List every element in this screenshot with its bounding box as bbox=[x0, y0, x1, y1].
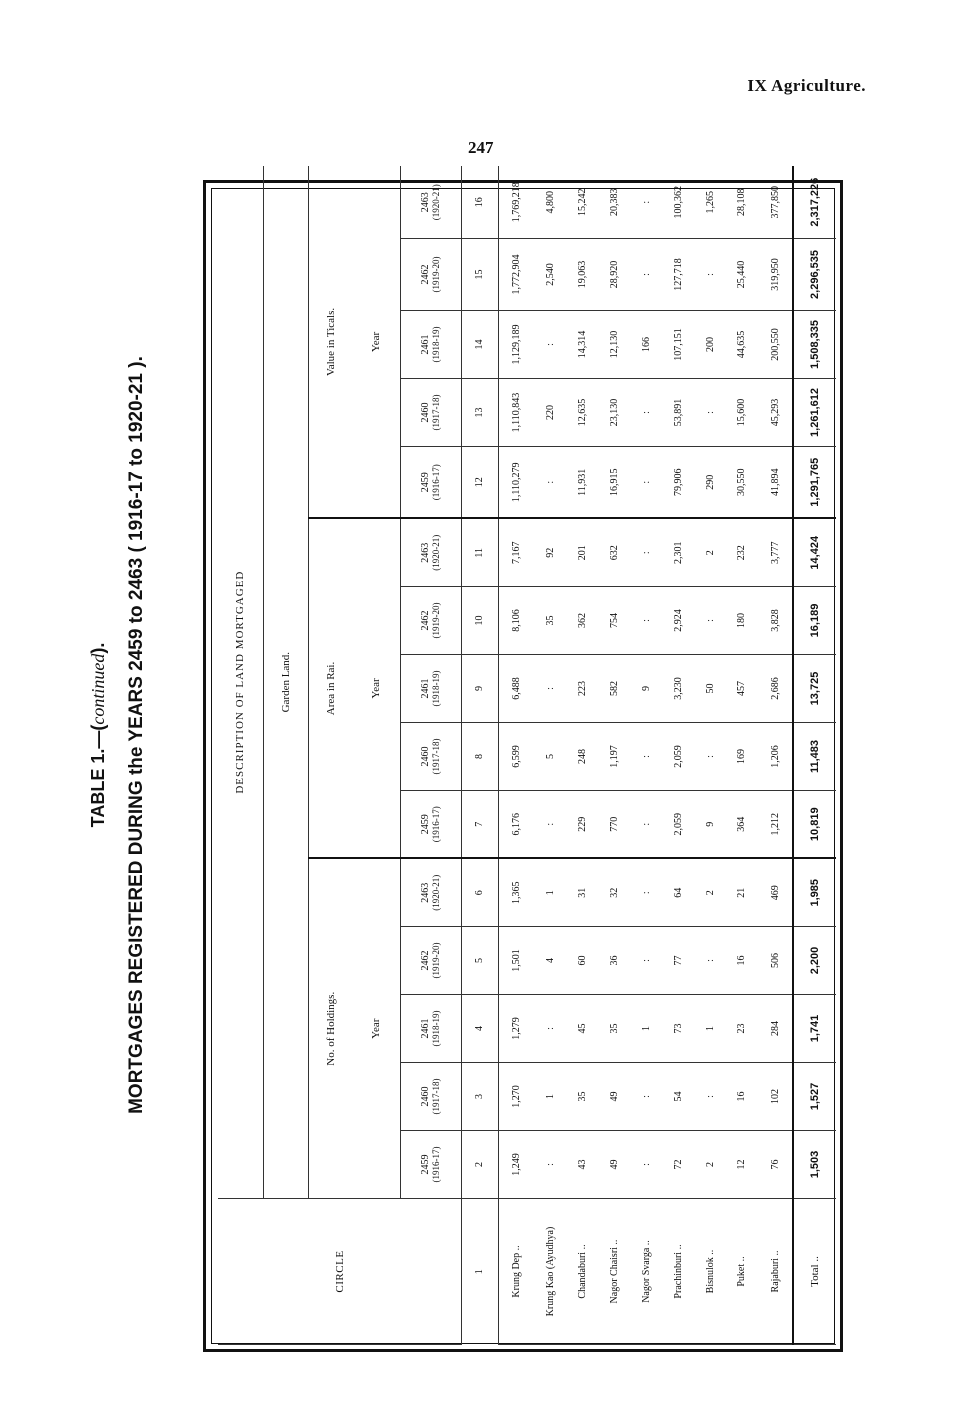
area-cell: 1,197 bbox=[599, 723, 632, 791]
value-cell: 45,293 bbox=[758, 379, 793, 447]
area-cell: 50 bbox=[695, 655, 726, 723]
value-cell: 127,718 bbox=[662, 239, 695, 311]
table-row bbox=[631, 166, 662, 1344]
area-cell: 754 bbox=[599, 587, 632, 655]
value-cell: : bbox=[695, 379, 726, 447]
holdings-cell: 64 bbox=[662, 859, 695, 927]
holdings-cell: 1 bbox=[631, 995, 662, 1063]
circle-header: CIRCLE bbox=[218, 1199, 462, 1345]
area-cell: : bbox=[631, 791, 662, 859]
area-cell: 35 bbox=[535, 587, 566, 655]
year-cell: 2459 (1916-17) bbox=[400, 447, 461, 519]
value-cell: 14,314 bbox=[566, 311, 599, 379]
holdings-cell: 35 bbox=[599, 995, 632, 1063]
column-number: 10 bbox=[462, 587, 499, 655]
value-cell: 53,891 bbox=[662, 379, 695, 447]
table-frame bbox=[203, 177, 843, 1352]
holdings-cell: 506 bbox=[758, 927, 793, 995]
total-holdings-cell: 1,503 bbox=[793, 1131, 836, 1199]
holdings-cell: : bbox=[631, 1063, 662, 1131]
holdings-cell: : bbox=[631, 859, 662, 927]
area-cell: 1,212 bbox=[758, 791, 793, 859]
value-cell: : bbox=[631, 447, 662, 519]
area-cell: 8,106 bbox=[498, 587, 535, 655]
year-cell: 2462 (1919-20) bbox=[400, 587, 461, 655]
area-cell: 6,488 bbox=[498, 655, 535, 723]
total-label: Total .. bbox=[793, 1199, 836, 1345]
column-number: 13 bbox=[462, 379, 499, 447]
value-cell: 19,063 bbox=[566, 239, 599, 311]
circle-name: Krung Dep .. bbox=[498, 1199, 535, 1345]
column-number: 11 bbox=[462, 519, 499, 587]
value-cell: 11,931 bbox=[566, 447, 599, 519]
table-row bbox=[535, 166, 566, 1344]
holdings-cell: : bbox=[535, 995, 566, 1063]
holdings-cell: 1,365 bbox=[498, 859, 535, 927]
column-number: 2 bbox=[462, 1131, 499, 1199]
holdings-cell: 31 bbox=[566, 859, 599, 927]
year-cell: 2463 (1920-21) bbox=[400, 859, 461, 927]
holdings-header: No. of Holdings. bbox=[308, 859, 353, 1199]
area-cell: 3,828 bbox=[758, 587, 793, 655]
year-cell: 2460 (1917-18) bbox=[400, 1063, 461, 1131]
area-cell: : bbox=[535, 655, 566, 723]
holdings-cell: 16 bbox=[725, 927, 758, 995]
total-value-cell: 1,291,765 bbox=[793, 447, 836, 519]
circle-name: Puket .. bbox=[725, 1199, 758, 1345]
value-cell: 28,108 bbox=[725, 166, 758, 238]
column-number: 8 bbox=[462, 723, 499, 791]
area-cell: 457 bbox=[725, 655, 758, 723]
total-value-cell: 2,296,535 bbox=[793, 239, 836, 311]
value-cell: 290 bbox=[695, 447, 726, 519]
column-number: 6 bbox=[462, 859, 499, 927]
holdings-cell: 12 bbox=[725, 1131, 758, 1199]
holdings-cell: 1,279 bbox=[498, 995, 535, 1063]
holdings-cell: 54 bbox=[662, 1063, 695, 1131]
area-cell: : bbox=[631, 519, 662, 587]
area-cell: 7,167 bbox=[498, 519, 535, 587]
year-cell: 2460 (1917-18) bbox=[400, 379, 461, 447]
holdings-cell: 1 bbox=[535, 859, 566, 927]
year-cell: 2462 (1919-20) bbox=[400, 239, 461, 311]
area-cell: 2,059 bbox=[662, 723, 695, 791]
holdings-cell: 73 bbox=[662, 995, 695, 1063]
holdings-cell: 77 bbox=[662, 927, 695, 995]
total-area-cell: 14,424 bbox=[793, 519, 836, 587]
area-cell: : bbox=[695, 587, 726, 655]
circle-name: Bisnulok .. bbox=[695, 1199, 726, 1345]
holdings-cell: 32 bbox=[599, 859, 632, 927]
column-number: 3 bbox=[462, 1063, 499, 1131]
area-year-header: Year bbox=[353, 519, 400, 859]
value-cell: 2,540 bbox=[535, 239, 566, 311]
area-cell: : bbox=[631, 723, 662, 791]
holdings-year-header: Year bbox=[353, 859, 400, 1199]
value-cell: 1,110,843 bbox=[498, 379, 535, 447]
area-cell: 582 bbox=[599, 655, 632, 723]
area-cell: 2,301 bbox=[662, 519, 695, 587]
value-cell: 100,362 bbox=[662, 166, 695, 238]
year-header-row bbox=[400, 166, 461, 1344]
area-cell: 9 bbox=[631, 655, 662, 723]
area-cell: 5 bbox=[535, 723, 566, 791]
value-cell: 12,130 bbox=[599, 311, 632, 379]
year-cell: 2463 (1920-21) bbox=[400, 519, 461, 587]
table-row bbox=[725, 166, 758, 1344]
column-number: 4 bbox=[462, 995, 499, 1063]
holdings-cell: : bbox=[631, 1131, 662, 1199]
value-cell: 1,772,904 bbox=[498, 239, 535, 311]
value-cell: 79,906 bbox=[662, 447, 695, 519]
holdings-cell: 76 bbox=[758, 1131, 793, 1199]
area-cell: 3,777 bbox=[758, 519, 793, 587]
total-area-cell: 13,725 bbox=[793, 655, 836, 723]
holdings-cell: : bbox=[695, 1063, 726, 1131]
area-cell: 6,599 bbox=[498, 723, 535, 791]
table-titles bbox=[88, 140, 178, 1330]
value-year-header: Year bbox=[353, 166, 400, 518]
holdings-cell: 72 bbox=[662, 1131, 695, 1199]
column-number: 7 bbox=[462, 791, 499, 859]
table-row bbox=[662, 166, 695, 1344]
year-cell: 2461 (1918-19) bbox=[400, 655, 461, 723]
holdings-cell: 102 bbox=[758, 1063, 793, 1131]
total-holdings-cell: 1,527 bbox=[793, 1063, 836, 1131]
holdings-cell: 4 bbox=[535, 927, 566, 995]
value-cell: 319,950 bbox=[758, 239, 793, 311]
description-header: DESCRIPTION OF LAND MORTGAGED bbox=[218, 166, 263, 1198]
garden-land-header: Garden Land. bbox=[263, 166, 308, 1198]
total-value-cell: 1,508,335 bbox=[793, 311, 836, 379]
holdings-cell: 284 bbox=[758, 995, 793, 1063]
value-cell: 1,129,189 bbox=[498, 311, 535, 379]
value-cell: : bbox=[535, 447, 566, 519]
area-cell: 632 bbox=[599, 519, 632, 587]
column-number: 5 bbox=[462, 927, 499, 995]
holdings-cell: 21 bbox=[725, 859, 758, 927]
value-cell: 12,635 bbox=[566, 379, 599, 447]
table-row bbox=[758, 166, 793, 1344]
area-header: Area in Rai. bbox=[308, 519, 353, 859]
holdings-cell: 1,501 bbox=[498, 927, 535, 995]
area-cell: : bbox=[695, 723, 726, 791]
table-row bbox=[695, 166, 726, 1344]
area-cell: : bbox=[535, 791, 566, 859]
area-cell: 770 bbox=[599, 791, 632, 859]
year-cell: 2459 (1916-17) bbox=[400, 791, 461, 859]
mortgages-table bbox=[218, 166, 836, 1345]
value-cell: 200,550 bbox=[758, 311, 793, 379]
total-row bbox=[793, 166, 836, 1344]
holdings-cell: 49 bbox=[599, 1131, 632, 1199]
area-cell: 2,686 bbox=[758, 655, 793, 723]
table-title: TABLE 1.—(continued). bbox=[88, 642, 108, 828]
holdings-cell: : bbox=[695, 927, 726, 995]
value-cell: : bbox=[695, 239, 726, 311]
column-number: 14 bbox=[462, 311, 499, 379]
column-number: 15 bbox=[462, 239, 499, 311]
value-cell: 15,242 bbox=[566, 166, 599, 238]
value-cell: 23,130 bbox=[599, 379, 632, 447]
column-number: 1 bbox=[462, 1199, 499, 1345]
total-area-cell: 11,483 bbox=[793, 723, 836, 791]
area-cell: 2,059 bbox=[662, 791, 695, 859]
value-header: Value in Ticals. bbox=[308, 166, 353, 518]
circle-name: Rajaburi .. bbox=[758, 1199, 793, 1345]
circle-name: Nagor Svarga .. bbox=[631, 1199, 662, 1345]
area-cell: 169 bbox=[725, 723, 758, 791]
area-cell: 2,924 bbox=[662, 587, 695, 655]
value-cell: 107,151 bbox=[662, 311, 695, 379]
year-cell: 2463 (1920-21) bbox=[400, 166, 461, 238]
area-cell: 364 bbox=[725, 791, 758, 859]
value-cell: 200 bbox=[695, 311, 726, 379]
holdings-cell: 1,249 bbox=[498, 1131, 535, 1199]
table-row bbox=[599, 166, 632, 1344]
area-cell: 248 bbox=[566, 723, 599, 791]
area-cell: 3,230 bbox=[662, 655, 695, 723]
area-cell: 180 bbox=[725, 587, 758, 655]
area-cell: 223 bbox=[566, 655, 599, 723]
area-cell: 92 bbox=[535, 519, 566, 587]
area-cell: 1,206 bbox=[758, 723, 793, 791]
value-cell: 1,769,218 bbox=[498, 166, 535, 238]
section-heading: IX Agriculture. bbox=[747, 76, 866, 95]
area-cell: 9 bbox=[695, 791, 726, 859]
holdings-cell: 469 bbox=[758, 859, 793, 927]
holdings-cell: 35 bbox=[566, 1063, 599, 1131]
total-holdings-cell: 2,200 bbox=[793, 927, 836, 995]
total-holdings-cell: 1,985 bbox=[793, 859, 836, 927]
table-row bbox=[566, 166, 599, 1344]
circle-name: Prachinburi .. bbox=[662, 1199, 695, 1345]
column-number: 12 bbox=[462, 447, 499, 519]
value-cell: 25,440 bbox=[725, 239, 758, 311]
holdings-cell: : bbox=[535, 1131, 566, 1199]
value-cell: 30,550 bbox=[725, 447, 758, 519]
value-cell: 20,383 bbox=[599, 166, 632, 238]
value-cell: 1,265 bbox=[695, 166, 726, 238]
holdings-cell: 1,270 bbox=[498, 1063, 535, 1131]
holdings-cell: 36 bbox=[599, 927, 632, 995]
value-cell: 220 bbox=[535, 379, 566, 447]
area-cell: 6,176 bbox=[498, 791, 535, 859]
circle-name: Krung Kao (Ayudhya) bbox=[535, 1199, 566, 1345]
year-cell: 2461 (1918-19) bbox=[400, 311, 461, 379]
holdings-cell: 1 bbox=[695, 995, 726, 1063]
value-cell: 41,894 bbox=[758, 447, 793, 519]
value-cell: 28,920 bbox=[599, 239, 632, 311]
year-cell: 2459 (1916-17) bbox=[400, 1131, 461, 1199]
value-cell: : bbox=[631, 166, 662, 238]
column-number-row bbox=[462, 166, 499, 1344]
holdings-cell: 23 bbox=[725, 995, 758, 1063]
column-number: 16 bbox=[462, 166, 499, 238]
holdings-cell: 60 bbox=[566, 927, 599, 995]
holdings-cell: 16 bbox=[725, 1063, 758, 1131]
total-area-cell: 10,819 bbox=[793, 791, 836, 859]
circle-name: Chandaburi .. bbox=[566, 1199, 599, 1345]
area-cell: 2 bbox=[695, 519, 726, 587]
total-holdings-cell: 1,741 bbox=[793, 995, 836, 1063]
year-cell: 2460 (1917-18) bbox=[400, 723, 461, 791]
area-cell: 201 bbox=[566, 519, 599, 587]
area-cell: : bbox=[631, 587, 662, 655]
circle-name: Nagor Chaisri .. bbox=[599, 1199, 632, 1345]
holdings-cell: 2 bbox=[695, 859, 726, 927]
value-cell: 4,800 bbox=[535, 166, 566, 238]
column-number: 9 bbox=[462, 655, 499, 723]
holdings-cell: 49 bbox=[599, 1063, 632, 1131]
table-subtitle: MORTGAGES REGISTERED DURING the YEARS 2459 to 2463 ( 1916-17 to 1920-21 ). bbox=[126, 356, 147, 1114]
value-cell: 377,850 bbox=[758, 166, 793, 238]
value-cell: 166 bbox=[631, 311, 662, 379]
holdings-cell: 2 bbox=[695, 1131, 726, 1199]
page-number: 247 bbox=[468, 138, 494, 157]
table-row bbox=[498, 166, 535, 1344]
holdings-cell: 45 bbox=[566, 995, 599, 1063]
value-cell: : bbox=[631, 379, 662, 447]
area-cell: 362 bbox=[566, 587, 599, 655]
total-value-cell: 1,261,612 bbox=[793, 379, 836, 447]
total-area-cell: 16,189 bbox=[793, 587, 836, 655]
rotated-table-wrapper bbox=[218, 177, 836, 1345]
year-cell: 2462 (1919-20) bbox=[400, 927, 461, 995]
value-cell: 44,635 bbox=[725, 311, 758, 379]
value-cell: 15,600 bbox=[725, 379, 758, 447]
value-cell: 1,110,279 bbox=[498, 447, 535, 519]
value-cell: 16,915 bbox=[599, 447, 632, 519]
total-value-cell: 2,317,226 bbox=[793, 166, 836, 238]
value-cell: : bbox=[535, 311, 566, 379]
area-cell: 229 bbox=[566, 791, 599, 859]
value-cell: : bbox=[631, 239, 662, 311]
year-cell: 2461 (1918-19) bbox=[400, 995, 461, 1063]
holdings-cell: : bbox=[631, 927, 662, 995]
holdings-cell: 1 bbox=[535, 1063, 566, 1131]
holdings-cell: 43 bbox=[566, 1131, 599, 1199]
area-cell: 232 bbox=[725, 519, 758, 587]
